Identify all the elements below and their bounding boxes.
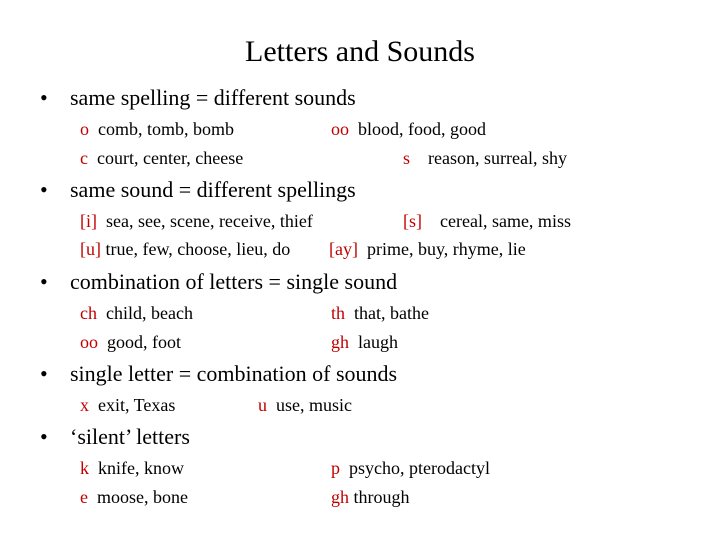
- example-item: [331, 485, 410, 509]
- example-letter: [u]: [80, 239, 101, 259]
- example-words: court, center, cheese: [97, 148, 244, 168]
- bullet-marker: •: [40, 361, 48, 386]
- bullet-same-spelling: [40, 84, 356, 112]
- example-letter: [ay]: [329, 239, 358, 259]
- page-title: Letters and Sounds: [245, 35, 475, 68]
- example-words: blood, food, good: [358, 119, 486, 139]
- example-letter: e: [80, 487, 88, 507]
- example-letter: th: [331, 303, 346, 323]
- example-words: that, bathe: [354, 303, 429, 323]
- example-words: cereal, same, miss: [440, 211, 571, 231]
- example-letter: gh: [331, 487, 349, 507]
- example-words: exit, Texas: [98, 395, 176, 415]
- bullet-heading: combination of letters = single sound: [70, 269, 398, 294]
- example-letter: [i]: [80, 211, 97, 231]
- example-letter: c: [80, 148, 88, 168]
- example-item: [80, 146, 243, 170]
- example-words: good, foot: [107, 332, 181, 352]
- example-letter: oo: [80, 332, 98, 352]
- bullet-single-letter: [40, 360, 397, 388]
- bullet-heading: single letter = combination of sounds: [70, 361, 398, 386]
- example-words: moose, bone: [97, 487, 188, 507]
- bullet-heading: same spelling = different sounds: [70, 85, 356, 110]
- example-letter: gh: [331, 332, 349, 352]
- example-letter: x: [80, 395, 89, 415]
- example-item: [80, 301, 193, 325]
- example-letter: p: [331, 458, 340, 478]
- example-item: [403, 209, 571, 233]
- bullet-marker: •: [40, 424, 48, 449]
- example-item: [80, 237, 290, 261]
- example-letter: u: [258, 395, 267, 415]
- example-letter: [s]: [403, 211, 422, 231]
- example-letter: o: [80, 119, 89, 139]
- example-item: [331, 117, 486, 141]
- bullet-heading: same sound = different spellings: [70, 177, 356, 202]
- example-words: laugh: [358, 332, 398, 352]
- bullet-marker: •: [40, 269, 48, 294]
- bullet-heading: ‘silent’ letters: [70, 424, 190, 449]
- example-words: use, music: [276, 395, 352, 415]
- example-words: child, beach: [106, 303, 193, 323]
- bullet-same-sound: [40, 176, 356, 204]
- example-item: [331, 330, 398, 354]
- example-item: [80, 485, 188, 509]
- example-item: [80, 393, 175, 417]
- example-words: sea, see, scene, receive, thief: [106, 211, 313, 231]
- example-item: [403, 146, 567, 170]
- example-letter: s: [403, 148, 411, 168]
- example-item: [80, 209, 313, 233]
- example-letter: k: [80, 458, 89, 478]
- example-words: prime, buy, rhyme, lie: [366, 239, 526, 259]
- example-item: [80, 456, 184, 480]
- example-item: [80, 117, 234, 141]
- example-letter: oo: [331, 119, 349, 139]
- example-letter: ch: [80, 303, 97, 323]
- example-item: [331, 301, 429, 325]
- bullet-marker: •: [40, 177, 48, 202]
- example-words: knife, know: [98, 458, 184, 478]
- example-item: [258, 393, 352, 417]
- example-words: psycho, pterodactyl: [349, 458, 490, 478]
- bullet-combination-letters: [40, 268, 397, 296]
- example-item: [331, 456, 490, 480]
- example-words: true, few, choose, lieu, do: [105, 239, 291, 259]
- example-words: comb, tomb, bomb: [98, 119, 234, 139]
- example-words: reason, surreal, shy: [428, 148, 567, 168]
- bullet-silent-letters: [40, 423, 190, 451]
- example-item: [329, 237, 526, 261]
- bullet-marker: •: [40, 85, 48, 110]
- example-words: through: [353, 487, 410, 507]
- example-item: [80, 330, 181, 354]
